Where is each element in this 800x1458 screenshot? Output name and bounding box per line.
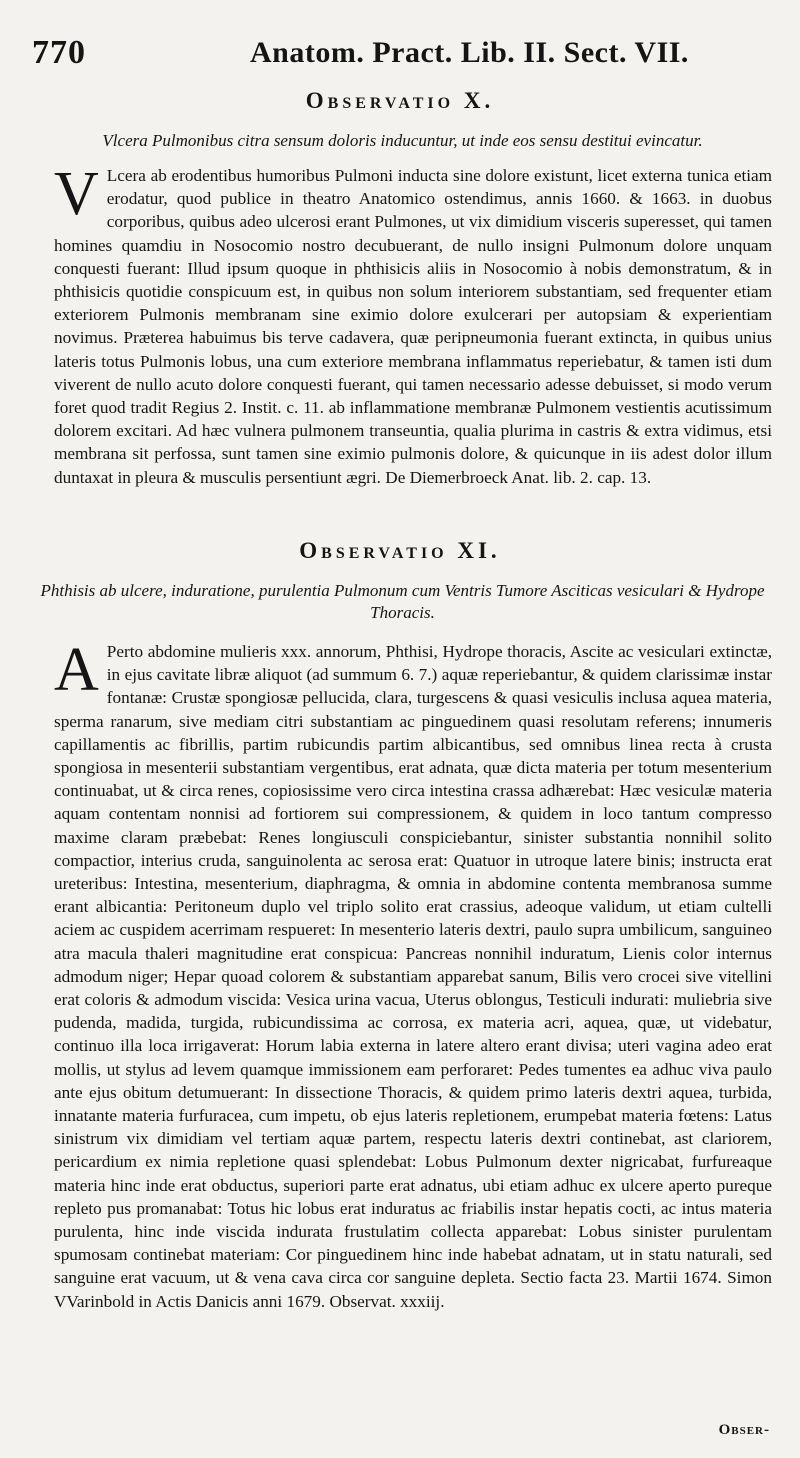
observation-11-heading: Observatio XI. bbox=[299, 538, 501, 563]
catchword: Obser- bbox=[718, 1422, 770, 1438]
observation-11-text: Perto abdomine mulieris xxx. annorum, Phthisi, Hydrope thoracis, Ascite ac vesiculari extinctæ, in ejus cavitate libræ aliquot (ad summum 6. 7.) aquæ reperiebantur, & quidem clarissimæ instar fontanæ: Crustæ spongiosæ pellucida, clara, turgescens & quasi vesiculis inclusa aquea materia, sperma ranarum, sive mediam citri substantiam ac pinguedinem quasi resolutam referens; innumeris capillamentis ac fibrillis, partim rubicundis partim albicantibus, sed omnibus linea recta à crusta spongiosa in mesenterii substantiam vergentibus, erat adnata, quæ dicta materia per totum mesenterium continuabat, ut & circa renes, copiosissime vero circa intestina crassa adhærebat: Hæc vesiculæ materia aquam contentam nonnisi ad fortiorem sui compressionem, & quidem in loco tantum compresso maxime claram præbebat: Renes longiusculi conspiciebantur, sinister substantia nonnihil solito compactior, interius cruda, sanguinolenta ac serosa erat: Quatuor in utroque latere binis; instructa erat ureteribus: Intestina, mesenterium, diaphragma, & omnia in abdomine contenta membranosa summe erant albicantia: Peritoneum duplo vel triplo solito erat crassius, adeoque validum, ut etiam cultelli aciem ac cuspidem acerrimam respueret: In mesenterio lateris dextri, paulo supra umbilicum, sanguineo atra macula thaleri magnitudine erat conspicua: Pancreas nonnihil induratum, Lienis color internus admodum niger; Hepar quoad colorem & substantiam apparebat sanum, Bilis vero crocei sive vitellini erat coloris & admodum viscida: Vesica urina vacua, Uterus oblongus, Testiculi indurati: muliebria sive pudenda, madida, turgida, rubicundissima ac corrosa, ex materia acri, aquea, quæ, ut videbatur, continuo illa loca irrigaverat: Horum labia externa in latere altero erant divisa; uteri vagina adeo erat mollis, ut stylus ad levem quamque immissionem eam perforaret: Pedes tumentes ea adhuc viva paulo ante ejus obitum detumuerant: In dissectione Thoracis, & quidem primo lateris dextri aquea, turbida, innatante materia furfuracea, cum impetu, ob ejus lateris repletionem, erumpebat materia fœtens: Latus sinistrum vix dimidiam vel tertiam aquæ partem, respectu lateris dextri continebat, ast clariorem, pericardium ex nimia repletione quasi splendebat: Lobus Pulmonum dexter nigricabat, furfureaque materia hinc inde erat obductus, superiori parte erat adnatus, ubi etiam adhuc ex ulcere aperto pureque repleto pus promanabat: Totus hic lobus erat induratus ac friabilis instar hepatis cocti, ac intus materia purulenta, hinc inde viscida indurata frustulatim collecta apparebat: Lobus sinister purulentam spumosam continebat materiam: Cor pinguedinem hinc inde habebat adnatam, ut in statu naturali, sed sanguine erat vacuum, ut & vena cava circa cor sanguine depleta. Sectio facta 23. Martii 1674. Simon VVarinbold in Actis Danicis anni 1679. Observat. xxxiij. bbox=[54, 642, 772, 1311]
observation-10-heading: Observatio X. bbox=[305, 88, 495, 113]
observation-10-drop-cap: V bbox=[54, 160, 99, 228]
observation-10-subtitle: Vlcera Pulmonibus citra sensum doloris inducuntur, ut inde eos sensu destitui evincatur. bbox=[102, 131, 703, 150]
observation-11-drop-cap: A bbox=[54, 636, 99, 704]
page-number: 770 bbox=[32, 34, 86, 71]
observation-10-text: Lcera ab erodentibus humoribus Pulmoni inducta sine dolore existunt, licet externa tunica etiam erodatur, quod publice in theatro Anatomico ostendimus, annis 1660. & 1663. in duobus corporibus, quibus adeo ulcerosi erant Pulmones, ut vix dimidium visceris superesset, qui tamen homines quamdiu in Nosocomio nostro decubuerant, de nullo insigni Pulmonum dolore unquam conquesti fuerant: Illud ipsum quoque in phthisicis aliis in Nosocomio à nobis demonstratum, & in phthisicis quotidie conspicuum est, in quibus non solum interiorem substantiam, sed frequenter etiam exteriorem Pulmonis membranam sine eximio dolore exulcerari per autopsiam & experientiam novimus. Præterea habuimus bis terve cadavera, quæ peripneumonia fuerant extincta, in quibus unius lateris totus Pulmonis lobus, una cum exteriore membrana inflammatus reperiebatur, & tamen isti dum viverent de nullo acuto dolore conquesti fuerant, qui tamen necessario adesse debuisset, si modo verum foret quod tradit Regius 2. Instit. c. 11. ab inflammatione membranæ Pulmonem vestientis acutissimum dolorem excitari. Ad hæc vulnera pulmonem transeuntia, qualia plurima in castris & extra vidimus, etsi membrana sit perfossa, sunt tamen sine eximio pulmonis dolore, & quicunque in iis adest dolor illum duntaxat in pleura & musculis persentiunt ægri. De Diemerbroeck Anat. lib. 2. cap. 13. bbox=[54, 166, 772, 487]
observation-11-subtitle: Phthisis ab ulcere, induratione, purulentia Pulmonum cum Ventris Tumore Asciticas vesiculari & Hydrope Thoracis. bbox=[40, 581, 765, 622]
observation-10-body bbox=[54, 160, 772, 489]
page-header bbox=[32, 28, 772, 74]
running-head: Anatom. Pract. Lib. II. Sect. VII. bbox=[250, 36, 689, 69]
observation-11-body bbox=[54, 636, 772, 1313]
